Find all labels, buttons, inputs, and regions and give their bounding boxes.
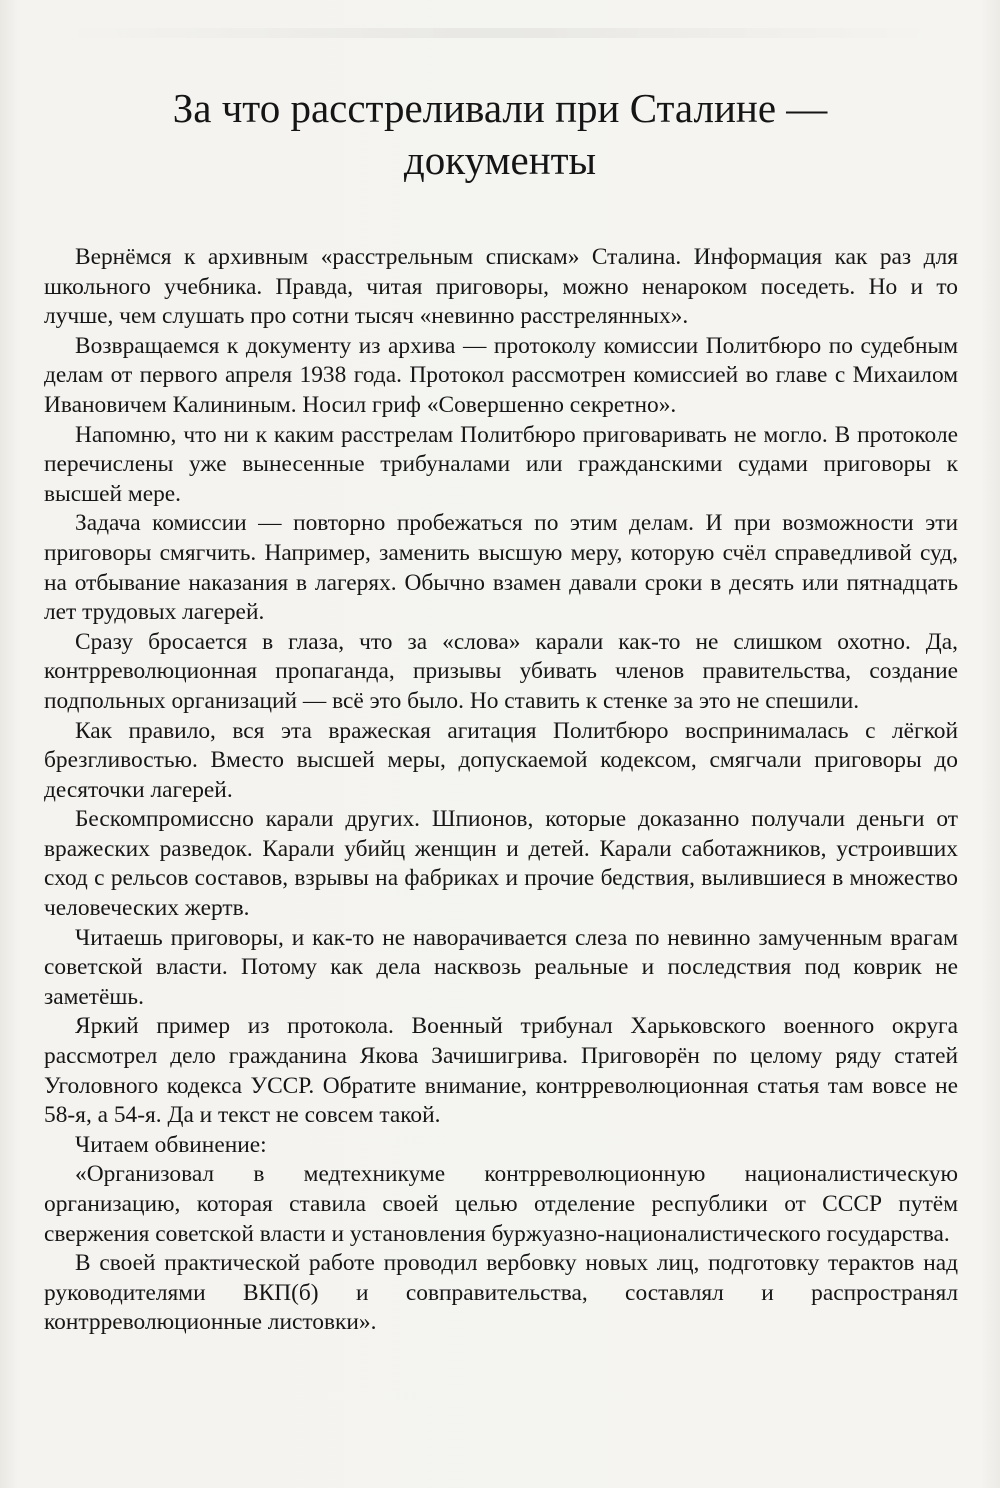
- paragraph-1: Вернёмся к архивным «расстрельным спискам» Сталина. Информация как раз для школьного учебника. Правда, читая приговоры, можно ненароком поседеть. Но и то лучше, чем слушать про сотни тысяч «невинно расстрелянных».: [44, 244, 958, 330]
- paragraph-12-quote: В своей практической работе проводил вербовку новых лиц, подготовку терактов над руководителями ВКП(б) и совправительства, составлял и распространял контрреволюционные листовки».: [44, 1250, 958, 1336]
- chapter-title-line-2: документы: [403, 137, 597, 183]
- paragraph-3: Напомню, что ни к каким расстрелам Политбюро приговаривать не могло. В протоколе перечислены уже вынесенные трибуналами или гражданскими судами приговоры к высшей мере.: [44, 421, 958, 507]
- paragraph-8: Читаешь приговоры, и как-то не наворачивается слеза по невинно замученным врагам советской власти. Потому как дела насквозь реальные и последствия под коврик не заметёшь.: [44, 924, 958, 1010]
- page-show-through: [60, 28, 940, 38]
- paragraph-9: Яркий пример из протокола. Военный трибунал Харьковского военного округа рассмотрел дело гражданина Якова Зачишигрива. Приговорён по целому ряду статей Уголовного кодекса УССР. Обратите внимание, контрреволюционная статья там вовсе не 58-я, а 54-я. Да и текст не совсем такой.: [44, 1013, 958, 1129]
- paragraph-10: Читаем обвинение:: [75, 1131, 267, 1158]
- paragraph-6: Как правило, вся эта вражеская агитация Политбюро воспринималась с лёгкой брезгливостью. Вместо высшей меры, допускаемой кодексом, смягчали приговоры до десяточки лагерей.: [44, 717, 958, 803]
- paragraph-5: Сразу бросается в глаза, что за «слова» карали как-то не слишком охотно. Да, контрреволюционная пропаганда, призывы убивать членов правительства, создание подпольных организаций — всё это было. Но ставить к стенке за это не спешили.: [44, 628, 958, 714]
- chapter-title-line-1: За что расстреливали при Сталине —: [172, 85, 828, 131]
- paragraph-4: Задача комиссии — повторно пробежаться по этим делам. И при возможности эти приговоры смягчить. Например, заменить высшую меру, которую счёл справедливой суд, на отбывание наказания в лагерях. Обычно взамен давали сроки в десять или пятнадцать лет трудовых лагерей.: [44, 510, 958, 626]
- paragraph-7: Бескомпромиссно карали других. Шпионов, которые доказанно получали деньги от вражеских разведок. Карали убийц женщин и детей. Карали саботажников, устроивших сход с рельсов составов, взрывы на фабриках и прочие бедствия, вылившиеся в множество человеческих жертв.: [44, 806, 958, 922]
- paragraph-11-quote: «Организовал в медтехникуме контрреволюционную националистическую организацию, которая ставила своей целью отделение республики от СССР путём свержения советской власти и установления буржуазно-националистического государства.: [44, 1161, 958, 1247]
- chapter-body: [44, 243, 958, 1338]
- paragraph-2: Возвращаемся к документу из архива — протоколу комиссии Политбюро по судебным делам от первого апреля 1938 года. Протокол рассмотрен комиссией во главе с Михаилом Ивановичем Калининым. Носил гриф «Совершенно секретно».: [44, 332, 958, 418]
- chapter-title: [60, 82, 940, 186]
